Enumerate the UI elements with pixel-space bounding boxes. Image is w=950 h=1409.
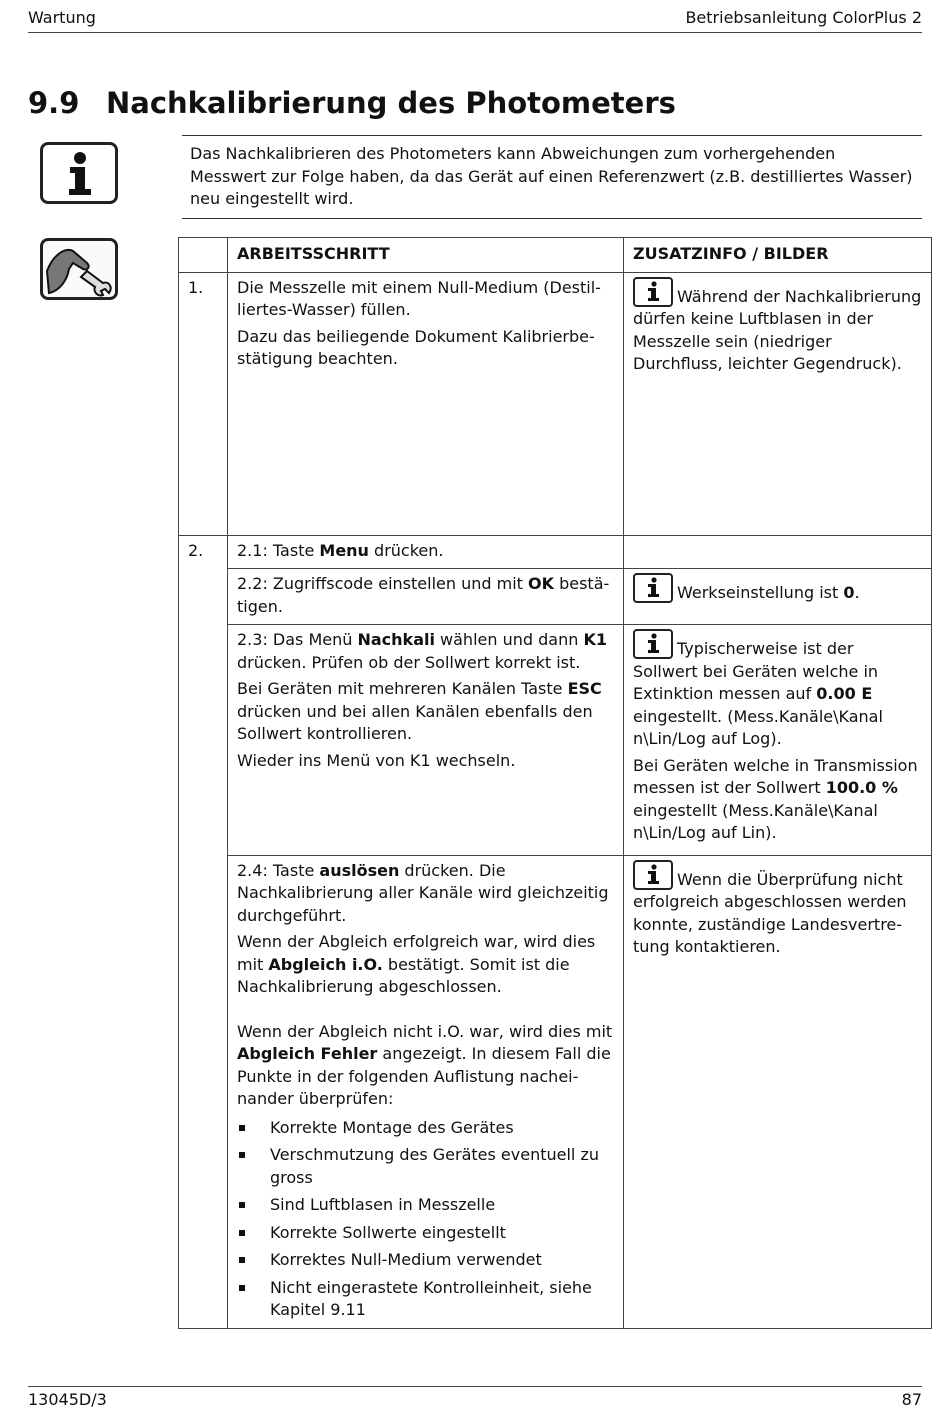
- page-number: 87: [901, 1390, 922, 1409]
- page-footer: [28, 1386, 922, 1409]
- step-paragraph: Wieder ins Menü von K1 wechseln.: [237, 750, 516, 770]
- info-icon: [633, 277, 673, 307]
- list-item: Korrekte Sollwerte eingestellt: [237, 1222, 614, 1245]
- list-item: Nicht eingerastete Kontrolleinheit, siehe Kapitel 9.11: [237, 1277, 614, 1322]
- table-header-number: [179, 238, 228, 273]
- step-info: [624, 272, 932, 535]
- info-icon: [633, 860, 673, 890]
- procedure-table: [178, 237, 932, 1329]
- info-text: Wenn die Überprüfung nicht erfolgreich abgeschlossen werden konnte, zuständige Landesvertretung kontaktieren.: [633, 869, 907, 956]
- list-item: Verschmutzung des Gerätes eventuell zu gross: [237, 1144, 614, 1189]
- step-paragraph: Dazu das beiliegende Dokument Kalibrierbestätigung beachten.: [237, 326, 595, 368]
- list-item: Korrekte Montage des Gerätes: [237, 1117, 614, 1140]
- section-title: Nachkalibrierung des Photometers: [106, 86, 676, 120]
- step-number: 2.: [179, 535, 228, 1328]
- info-note-text: Das Nachkalibrieren des Photometers kann Abweichungen zum vorhergehenden Messwert zur Folge haben, da das Gerät auf einen Referenzwert (z.B. destilliertes Wasser) neu eingestellt wird.: [190, 144, 913, 208]
- list-item: Korrektes Null-Medium verwendet: [237, 1249, 614, 1272]
- page-header: [28, 6, 922, 33]
- step-paragraph: Die Messzelle mit einem Null-Medium (Destilliertes-Wasser) füllen.: [237, 277, 601, 319]
- step-number: 1.: [179, 272, 228, 535]
- step-text: 2.4: Taste auslösen drücken. Die Nachkalibrierung aller Kanäle wird gleichzeitig durchgeführt. Wenn der Abgleich erfolgreich war, wird dies mit Abgleich i.O. bestätigt. Somit ist die Nachkalibrierung abgeschlossen. Wenn der Abgleich nicht i.O. war, wird dies mit Abgleich Fehler angezeigt. In diesem Fall die Punkte in der folgenden Auflistung nacheinander überprüfen: Korrekte Montage des Gerätes Verschmutzung des Gerätes eventuell zu gross Sind Luftblasen in Messzelle Korrekte Sollwerte eingestellt Korrektes Null-Medium verwendet Nicht eingerastete Kontrolleinheit, siehe Kapitel 9.11: [228, 855, 624, 1328]
- section-number: 9.9: [28, 86, 80, 120]
- info-text: Während der Nachkalibrierung dürfen keine Luftblasen in der Messzelle sein (niedriger Durchfluss, leichter Gegendruck).: [633, 286, 922, 373]
- step-text: 2.3: Das Menü Nachkali wählen und dann K1 drücken. Prüfen ob der Sollwert korrekt ist. Bei Geräten mit mehreren Kanälen Taste ESC drücken und bei allen Kanälen ebenfalls den Sollwert kontrollieren. Wieder ins Menü von K1 wechseln.: [228, 625, 624, 856]
- info-icon: [40, 142, 118, 204]
- step-text: [228, 272, 624, 535]
- section-heading: [28, 86, 676, 120]
- table-row: [179, 625, 932, 856]
- table-row: [179, 272, 932, 535]
- check-list: [237, 1117, 614, 1322]
- table-header-row: [179, 238, 932, 273]
- header-chapter: Wartung: [28, 8, 96, 27]
- list-item: Sind Luftblasen in Messzelle: [237, 1194, 614, 1217]
- step-info: [624, 855, 932, 1328]
- info-icon: [633, 629, 673, 659]
- step-info: Werkseinstellung ist 0.: [624, 569, 932, 625]
- step-text: 2.2: Zugriffscode einstellen und mit OK bestätigen.: [228, 569, 624, 625]
- table-row: [179, 855, 932, 1328]
- table-row: [179, 569, 932, 625]
- step-info: [624, 535, 932, 569]
- step-info: Typischerweise ist der Sollwert bei Geräten welche in Extinktion messen auf 0.00 E eingestellt. (Mess.Kanäle\Kanal n\Lin/Log auf Log). Bei Geräten welche in Transmission messen ist der Sollwert 100.0 % eingestellt (Mess.Kanäle\Kanal n\Lin/Log auf Lin).: [624, 625, 932, 856]
- header-manual-title: Betriebsanleitung ColorPlus 2: [685, 8, 922, 27]
- table-header-step: ARBEITSSCHRITT: [228, 238, 624, 273]
- maintenance-hand-wrench-icon: [40, 238, 118, 300]
- info-note: [182, 135, 922, 219]
- info-icon: [633, 573, 673, 603]
- step-text: 2.1: Taste Menu drücken.: [228, 535, 624, 569]
- document-number: 13045D/3: [28, 1390, 107, 1409]
- table-row: [179, 535, 932, 569]
- table-header-info: ZUSATZINFO / BILDER: [624, 238, 932, 273]
